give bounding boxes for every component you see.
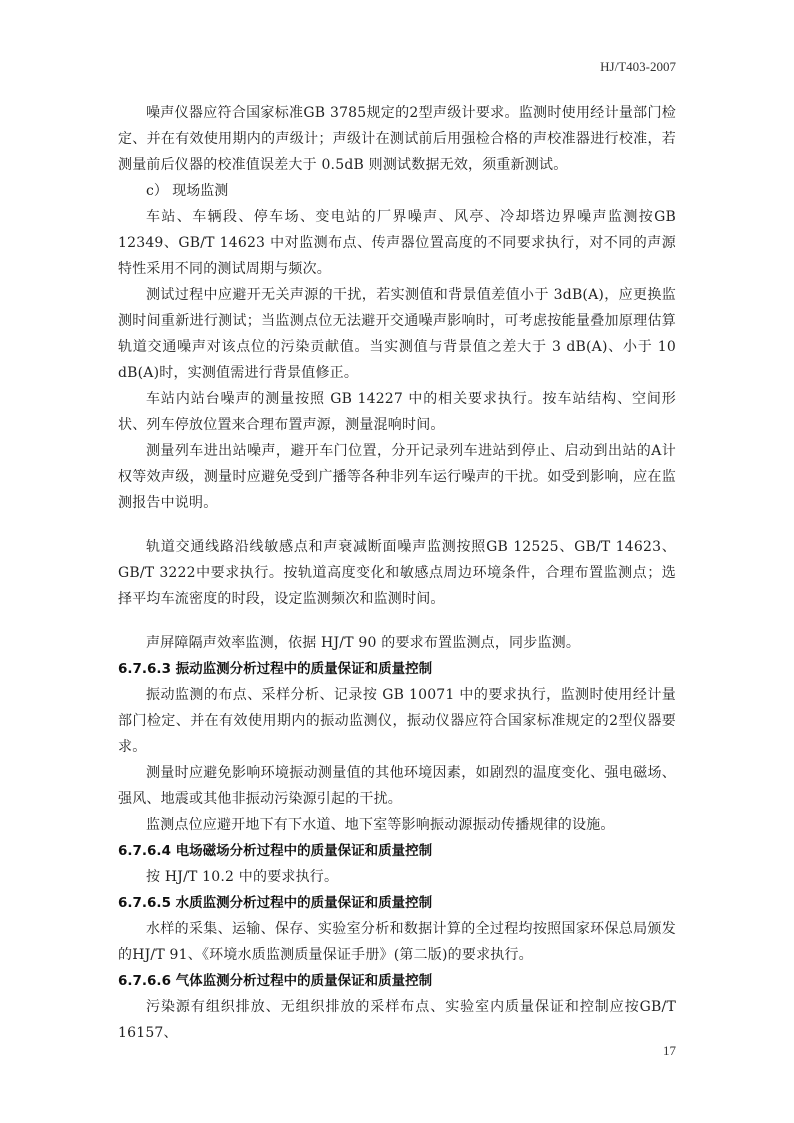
paragraph-water-quality: 水样的采集、运输、保存、实验室分析和数据计算的全过程均按照国家环保总局颁发的HJ/T 91、《环境水质监测质量保证手册》(第二版)的要求执行。 [118,921,676,963]
spacer [118,516,676,534]
paragraph-instrument-requirements: 噪声仪器应符合国家标准GB 3785规定的2型声级计要求。监测时使用经计量部门检定、并在有效使用期内的声级计；声级计在测试前后用强检合格的声校准器进行校准，若测量前后仪器的校准值误差大于 0.5dB 则测试数据无效，须重新测试。 [118,105,676,173]
paragraph-gas-emission: 污染源有组织排放、无组织排放的采样布点、实验室内质量保证和控制应按GB/T 16157、 [118,999,676,1041]
paragraph-line-sensitive-points: 轨道交通线路沿线敏感点和声衰减断面噪声监测按照GB 12525、GB/T 14623、GB/T 3222中要求执行。按轨道高度变化和敏感点周边环境条件，合理布置监测点；选择平均车流密度的时段，设定监测频次和监测时间。 [118,539,676,607]
section-heading-vibration-qa: 6.7.6.3 振动监测分析过程中的质量保证和质量控制 [118,661,433,677]
page-body [118,100,676,1046]
list-item-c-field-monitoring: c） 现场监测 [146,183,229,199]
section-heading-em-field-qa: 6.7.6.4 电场磁场分析过程中的质量保证和质量控制 [118,843,433,859]
spacer [118,612,676,630]
paragraph-vibration-interference: 测量时应避免影响环境振动测量值的其他环境因素，如剧烈的温度变化、强电磁场、强风、地震或其他非振动污染源引起的干扰。 [118,765,676,807]
paragraph-platform-noise: 车站内站台噪声的测量按照 GB 14227 中的相关要求执行。按车站结构、空间形状、列车停放位置来合理布置声源，测量混响时间。 [118,391,676,433]
paragraph-train-entry-exit-noise: 测量列车进出站噪声，避开车门位置，分开记录列车进站到停止、启动到出站的A计权等效声级，测量时应避免受到广播等各种非列车运行噪声的干扰。如受到影响，应在监测报告中说明。 [118,443,676,511]
paragraph-vibration-site: 监测点位应避开地下有下水道、地下室等影响振动源振动传播规律的设施。 [146,817,615,833]
paragraph-em-field: 按 HJ/T 10.2 中的要求执行。 [146,869,339,885]
section-heading-gas-qa: 6.7.6.6 气体监测分析过程中的质量保证和质量控制 [118,973,433,989]
section-heading-water-qa: 6.7.6.5 水质监测分析过程中的质量保证和质量控制 [118,895,433,911]
document-code: HJ/T403-2007 [600,59,676,74]
page-number: 17 [663,1043,676,1058]
paragraph-sound-barrier: 声屏障隔声效率监测，依据 HJ/T 90 的要求布置监测点，同步监测。 [146,635,581,651]
paragraph-background-correction: 测试过程中应避开无关声源的干扰，若实测值和背景值差值小于 3dB(A)，应更换监测时间重新进行测试；当监测点位无法避开交通噪声影响时，可考虑按能量叠加原理估算轨道交通噪声对该点位的污染贡献值。当实测值与背景值之差大于 3 dB(A)、小于 10 dB(A)时，实测值需进行背景值修正。 [118,287,676,381]
paragraph-boundary-noise: 车站、车辆段、停车场、变电站的厂界噪声、风亭、冷却塔边界噪声监测按GB 12349、GB/T 14623 中对监测布点、传声器位置高度的不同要求执行，对不同的声源特性采用不同的测试周期与频次。 [118,209,676,277]
paragraph-vibration-sampling: 振动监测的布点、采样分析、记录按 GB 10071 中的要求执行，监测时使用经计量部门检定、并在有效使用期内的振动监测仪，振动仪器应符合国家标准规定的2型仪器要求。 [118,687,676,755]
